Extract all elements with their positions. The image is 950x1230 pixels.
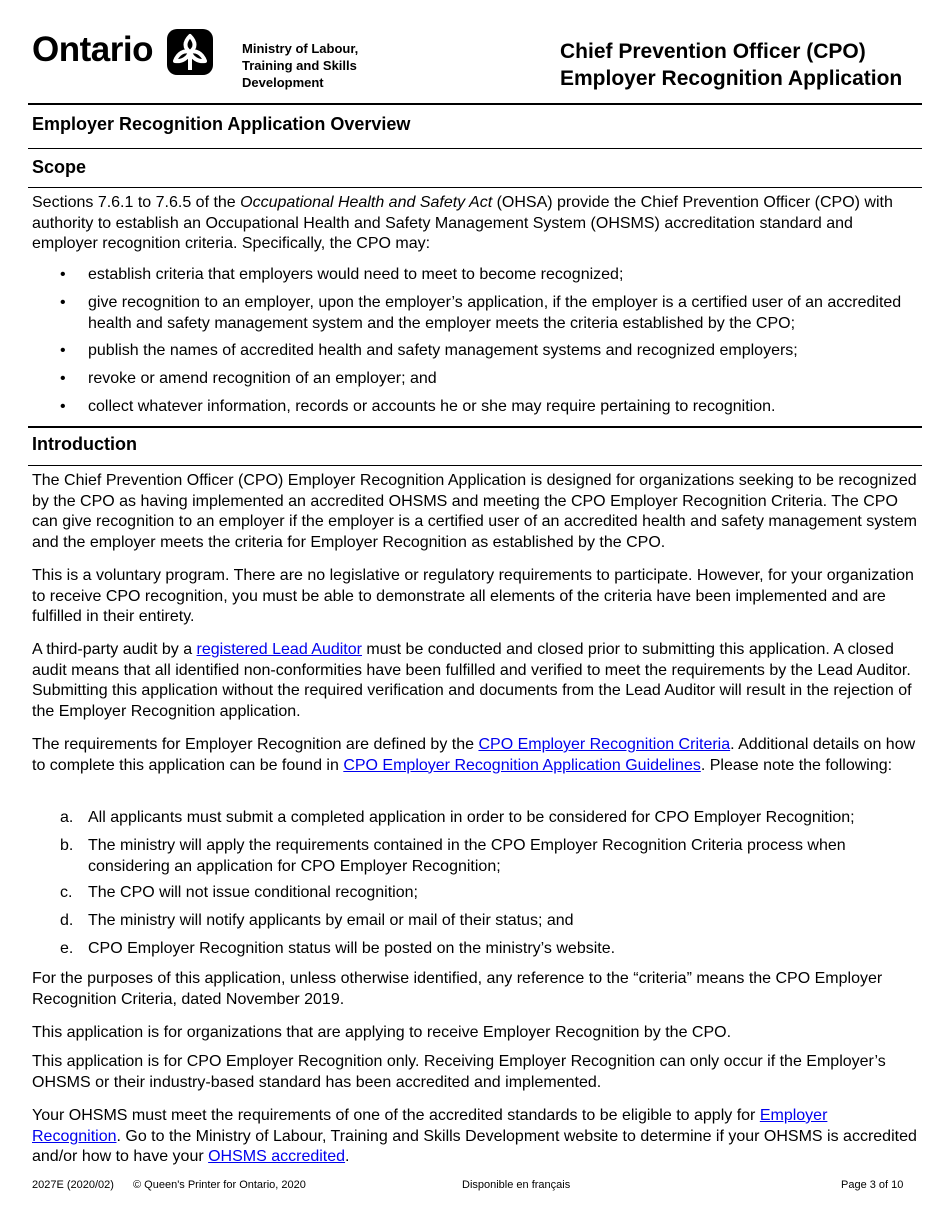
intro-paragraph-8: Your OHSMS must meet the requirements of one of the accredited standards to be eligible to apply for Employer Recognition. Go to the Ministry of Labour, Training and Skills Development website to determine if your OHSMS is accredited and/or how to have your OHSMS accredited. xyxy=(32,1107,917,1166)
document-title: Chief Prevention Officer (CPO) Employer Recognition Application xyxy=(560,40,903,90)
ministry-name: Ministry of Labour, Training and Skills Development xyxy=(242,41,359,90)
intro-paragraph-2: This is a voluntary program. There are no legislative or regulatory requirements to participate. However, for your organization to receive CPO recognition, you must be able to demonstrate all elements of the criteria have been implemented and are fulfilled in their entirety. xyxy=(32,567,914,626)
introduction-heading: Introduction xyxy=(32,434,137,454)
intro-paragraph-6: This application is for organizations that are applying to receive Employer Recognition by the CPO. xyxy=(32,1024,732,1041)
page-number: Page 3 of 10 xyxy=(841,1179,904,1191)
trillium-logo-icon xyxy=(166,28,214,76)
divider xyxy=(28,465,922,466)
section-divider xyxy=(28,426,922,428)
divider xyxy=(28,187,922,188)
divider xyxy=(28,148,922,149)
cpo-guidelines-link[interactable]: CPO Employer Recognition Application Guidelines xyxy=(343,756,701,774)
intro-paragraph-3: A third-party audit by a registered Lead Auditor must be conducted and closed prior to submitting this application. A closed audit means that all identified non-conformities have been fulfilled and verified to meet the requirements by the Lead Auditor. Submitting this application without the required verification and documents from the Lead Auditor will result in the rejection of the Employer Recognition application. xyxy=(32,641,912,720)
french-availability: Disponible en français xyxy=(462,1179,571,1191)
employer-recognition-link[interactable]: Employer Recognition xyxy=(32,1107,828,1145)
registered-lead-auditor-link[interactable]: registered Lead Auditor xyxy=(196,641,362,658)
header-divider xyxy=(28,103,922,105)
scope-heading: Scope xyxy=(32,157,87,177)
intro-paragraph-5: For the purposes of this application, unless otherwise identified, any reference to the “criteria” means the CPO Employer Recognition Criteria, dated November 2019. xyxy=(32,970,883,1008)
intro-paragraph-1: The Chief Prevention Officer (CPO) Employer Recognition Application is designed for organizations seeking to be recognized by the CPO as having implemented an accredited OHSMS and meeting the CPO Employer Recognition Criteria. The CPO can give recognition to an employer if the employer is a certified user of an accredited health and safety management system and the employer meets the criteria for Employer Recognition as established by the CPO. xyxy=(32,472,917,551)
cpo-criteria-link[interactable]: CPO Employer Recognition Criteria xyxy=(478,736,731,753)
intro-paragraph-4: The requirements for Employer Recognition are defined by the CPO Employer Recognition Criteria. Additional details on how to complete this application can be found in CPO Employer Recognition Application Guidelines. Please note the following: xyxy=(32,736,916,774)
overview-heading: Employer Recognition Application Overview xyxy=(32,114,411,134)
copyright: © Queen's Printer for Ontario, 2020 xyxy=(133,1179,306,1191)
ontario-logo-wordmark: Ontario xyxy=(32,30,153,69)
form-id: 2027E (2020/02) xyxy=(32,1179,114,1191)
scope-paragraph: Sections 7.6.1 to 7.6.5 of the Occupational Health and Safety Act (OHSA) provide the Chief Prevention Officer (CPO) with authority to establish an Occupational Health and Safety Management System (OHSMS) accreditation standard and employer recognition criteria. Specifically, the CPO may: xyxy=(32,194,893,253)
ohsms-accredited-link[interactable]: OHSMS accredited xyxy=(208,1148,346,1166)
intro-paragraph-7: This application is for CPO Employer Recognition only. Receiving Employer Recognition can only occur if the Employer’s OHSMS or their industry-based standard has been accredited and implemented. xyxy=(32,1053,886,1091)
